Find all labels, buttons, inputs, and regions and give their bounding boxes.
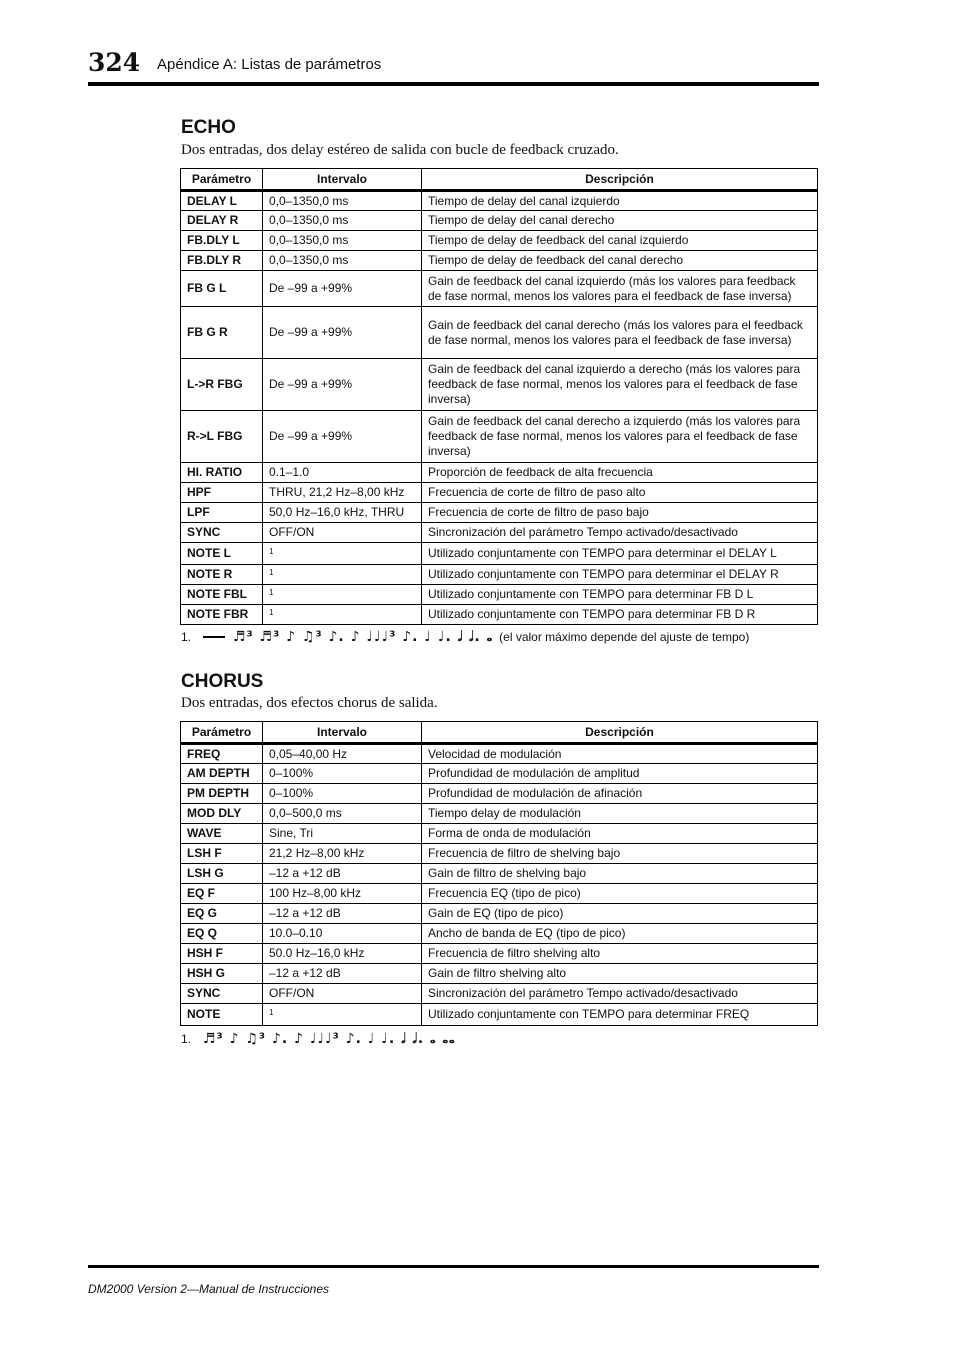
param-range: 100 Hz–8,00 kHz [263,884,422,904]
param-name: FB G R [181,307,263,359]
param-description: Frecuencia de filtro de shelving bajo [422,844,818,864]
param-range: 0.1–1.0 [263,463,422,483]
param-range: 0,0–1350,0 ms [263,191,422,211]
note-symbols-icon: ♬³ ♪ ♫³ ♪. ♪ ♩♩♩³ ♪. ♩ ♩. 𝅗𝅥 𝅗𝅥. 𝅝 𝅝𝅝 [203,1031,456,1047]
table-row [181,251,818,271]
chorus-section-title: CHORUS [181,671,264,692]
param-description: Sincronización del parámetro Tempo activado/desactivado [422,523,818,543]
table-row [181,523,818,543]
table-row [181,764,818,784]
param-name: NOTE R [181,565,263,585]
param-range: 0–100% [263,764,422,784]
column-header-description: Descripción [422,722,818,744]
param-description: Gain de feedback del canal izquierdo (más los valores para feedback de fase normal, menos los valores para el feedback de fase inversa) [422,271,818,307]
table-row [181,964,818,984]
param-name: NOTE [181,1004,263,1026]
table-row [181,271,818,307]
param-range: 10.0–0.10 [263,924,422,944]
footnote-text: (el valor máximo depende del ajuste de tempo) [499,630,750,644]
param-name: PM DEPTH [181,784,263,804]
table-header-row [181,722,818,744]
echo-parameter-table [180,168,818,625]
param-description: Gain de feedback del canal derecho (más los valores para el feedback de fase normal, menos los valores para el feedback de fase inversa) [422,307,818,359]
footer-text: DM2000 Version 2—Manual de Instrucciones [88,1282,330,1296]
param-range: –12 a +12 dB [263,864,422,884]
table-row [181,585,818,605]
table-row [181,984,818,1004]
param-description: Gain de filtro de shelving bajo [422,864,818,884]
param-name: EQ G [181,904,263,924]
page-footer [88,1265,819,1296]
table-row [181,231,818,251]
page-number: 324 [88,48,141,77]
echo-footnote [181,629,749,645]
param-name: HI. RATIO [181,463,263,483]
param-description: Profundidad de modulación de afinación [422,784,818,804]
table-row [181,463,818,483]
param-description: Profundidad de modulación de amplitud [422,764,818,784]
param-description: Utilizado conjuntamente con TEMPO para determinar el DELAY R [422,565,818,585]
param-name: FB.DLY L [181,231,263,251]
table-row [181,359,818,411]
param-description: Tiempo delay de modulación [422,804,818,824]
param-range [263,565,422,585]
param-name: SYNC [181,523,263,543]
footnote-ref: 1 [269,608,274,617]
table-header-row [181,169,818,191]
param-description: Gain de EQ (tipo de pico) [422,904,818,924]
param-range: 0,05–40,00 Hz [263,744,422,764]
param-name: L->R FBG [181,359,263,411]
table-row [181,924,818,944]
footnote-number: 1. [181,630,192,644]
param-range: –12 a +12 dB [263,964,422,984]
param-description: Frecuencia de corte de filtro de paso bajo [422,503,818,523]
table-row [181,411,818,463]
chapter-title: Apéndice A: Listas de parámetros [157,56,382,73]
param-description: Tiempo de delay del canal izquierdo [422,191,818,211]
param-description: Utilizado conjuntamente con TEMPO para determinar el DELAY L [422,543,818,565]
table-row [181,307,818,359]
table-row [181,543,818,565]
table-row [181,844,818,864]
param-range [263,543,422,565]
param-range: 21,2 Hz–8,00 kHz [263,844,422,864]
table-row [181,191,818,211]
table-row [181,211,818,231]
param-name: DELAY L [181,191,263,211]
param-range: De –99 a +99% [263,307,422,359]
table-row [181,864,818,884]
table-row [181,744,818,764]
param-range: Sine, Tri [263,824,422,844]
param-description: Tiempo de delay del canal derecho [422,211,818,231]
param-description: Utilizado conjuntamente con TEMPO para determinar FREQ [422,1004,818,1026]
param-name: EQ Q [181,924,263,944]
footnote-number: 1. [181,1032,192,1046]
table-row [181,784,818,804]
column-header-description: Descripción [422,169,818,191]
param-description: Ancho de banda de EQ (tipo de pico) [422,924,818,944]
column-header-range: Intervalo [263,722,422,744]
footnote-ref: 1 [269,547,274,556]
param-range: 50.0 Hz–16,0 kHz [263,944,422,964]
param-range: 0,0–1350,0 ms [263,211,422,231]
param-range [263,605,422,625]
param-description: Gain de filtro shelving alto [422,964,818,984]
table-row [181,1004,818,1026]
param-description: Tiempo de delay de feedback del canal izquierdo [422,231,818,251]
echo-section-title: ECHO [181,117,236,138]
dash-line-icon [203,636,225,638]
table-row [181,884,818,904]
param-range: De –99 a +99% [263,411,422,463]
param-name: FB.DLY R [181,251,263,271]
param-range: 0–100% [263,784,422,804]
note-symbols-icon: ♬³ ♬³ ♪ ♫³ ♪. ♪ ♩♩♩³ ♪. ♩ ♩. 𝅗𝅥 𝅗𝅥. 𝅝 [233,629,494,645]
param-description: Gain de feedback del canal izquierdo a derecho (más los valores para feedback de fase normal, menos los valores para el feedback de fase inversa) [422,359,818,411]
param-name: NOTE L [181,543,263,565]
param-name: AM DEPTH [181,764,263,784]
table-row [181,904,818,924]
page-header [88,48,819,86]
param-range: OFF/ON [263,523,422,543]
param-name: SYNC [181,984,263,1004]
param-name: FREQ [181,744,263,764]
param-name: MOD DLY [181,804,263,824]
param-description: Frecuencia de corte de filtro de paso alto [422,483,818,503]
chorus-footnote [181,1031,456,1047]
column-header-parameter: Parámetro [181,722,263,744]
param-range: 0,0–1350,0 ms [263,231,422,251]
param-name: LSH G [181,864,263,884]
param-range: THRU, 21,2 Hz–8,00 kHz [263,483,422,503]
param-description: Velocidad de modulación [422,744,818,764]
param-name: NOTE FBL [181,585,263,605]
param-name: LSH F [181,844,263,864]
param-name: WAVE [181,824,263,844]
footnote-ref: 1 [269,1008,274,1017]
table-row [181,503,818,523]
chorus-section-description: Dos entradas, dos efectos chorus de salida. [181,695,438,711]
table-row [181,565,818,585]
table-row [181,944,818,964]
param-description: Tiempo de delay de feedback del canal derecho [422,251,818,271]
table-row [181,605,818,625]
param-range: OFF/ON [263,984,422,1004]
param-range [263,1004,422,1026]
param-description: Utilizado conjuntamente con TEMPO para determinar FB D R [422,605,818,625]
footnote-ref: 1 [269,568,274,577]
param-name: EQ F [181,884,263,904]
param-description: Gain de feedback del canal derecho a izquierdo (más los valores para feedback de fase normal, menos los valores para el feedback de fase inversa) [422,411,818,463]
param-description: Forma de onda de modulación [422,824,818,844]
param-description: Sincronización del parámetro Tempo activado/desactivado [422,984,818,1004]
param-name: HSH G [181,964,263,984]
param-name: LPF [181,503,263,523]
echo-section-description: Dos entradas, dos delay estéreo de salida con bucle de feedback cruzado. [181,142,619,158]
param-name: R->L FBG [181,411,263,463]
param-description: Proporción de feedback de alta frecuencia [422,463,818,483]
param-range: 0,0–1350,0 ms [263,251,422,271]
param-range: De –99 a +99% [263,359,422,411]
column-header-range: Intervalo [263,169,422,191]
table-row [181,483,818,503]
param-description: Frecuencia EQ (tipo de pico) [422,884,818,904]
column-header-parameter: Parámetro [181,169,263,191]
table-row [181,804,818,824]
table-row [181,824,818,844]
chorus-parameter-table [180,721,818,1026]
param-description: Frecuencia de filtro shelving alto [422,944,818,964]
param-range: 0,0–500,0 ms [263,804,422,824]
param-description: Utilizado conjuntamente con TEMPO para determinar FB D L [422,585,818,605]
param-name: NOTE FBR [181,605,263,625]
param-range: De –99 a +99% [263,271,422,307]
param-name: HPF [181,483,263,503]
param-range: 50,0 Hz–16,0 kHz, THRU [263,503,422,523]
param-range [263,585,422,605]
param-name: DELAY R [181,211,263,231]
param-name: FB G L [181,271,263,307]
param-range: –12 a +12 dB [263,904,422,924]
footnote-ref: 1 [269,588,274,597]
param-name: HSH F [181,944,263,964]
